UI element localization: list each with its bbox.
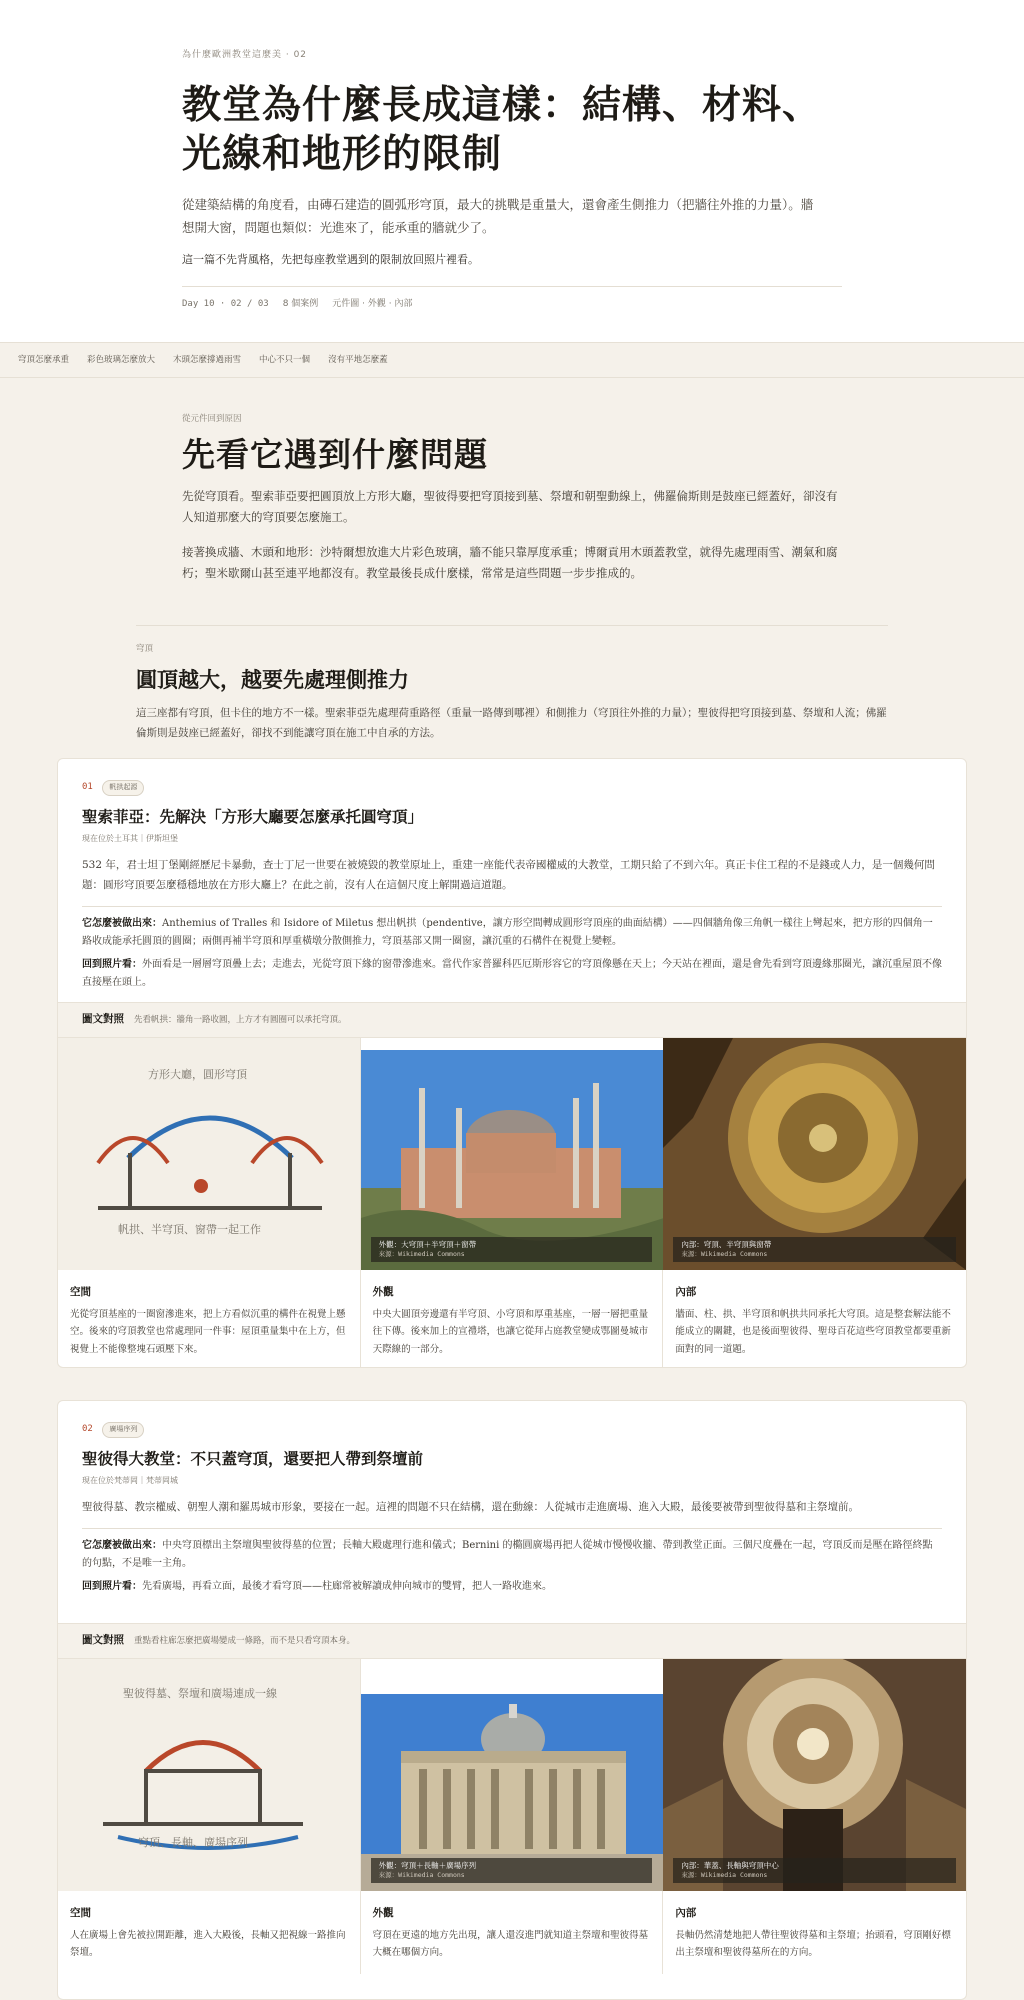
- match-bar: [58, 1002, 966, 1038]
- text-heading: 外觀: [372, 1907, 394, 1919]
- exterior-photo: [361, 1038, 664, 1270]
- photo-caption-text: 內部：穹頂、半穹頂與窗帶: [681, 1240, 772, 1250]
- card-location: 現在位於梵蒂岡｜梵蒂岡城: [82, 1476, 178, 1486]
- photo-caption-text: 外觀：穹頂＋長軸＋廣場序列: [378, 1861, 477, 1871]
- card-location: 現在位於土耳其｜伊斯坦堡: [82, 834, 178, 844]
- photo-caption: [371, 1858, 653, 1883]
- diagram-top-label: 聖彼得墓、祭壇和廣場連成一線: [123, 1687, 277, 1700]
- card-how-made: [82, 915, 942, 952]
- interior-photo: [663, 1659, 966, 1891]
- section-nav: [0, 342, 1024, 378]
- dome-arc-icon: [128, 1118, 292, 1158]
- photo-caption-text: 外觀：大穹頂＋半穹頂＋窗帶: [378, 1240, 477, 1250]
- hagia-sophia-interior-image: [663, 1038, 966, 1270]
- photo-caption: [371, 1237, 653, 1262]
- st-peters-interior-image: [663, 1659, 966, 1891]
- dome-section-header: [136, 642, 888, 743]
- photo-caption: [673, 1858, 956, 1883]
- diagram-top-label: 方形大廳，圓形穹頂: [148, 1068, 247, 1081]
- text-heading: 內部: [675, 1907, 697, 1919]
- card-title: 聖彼得大教堂：不只蓋穹頂，還要把人帶到祭壇前: [82, 1448, 424, 1468]
- text-space: [58, 1270, 361, 1368]
- axis-diagram: [58, 1659, 361, 1891]
- diagram-bottom-label: 帆拱、半穹頂、窗帶一起工作: [118, 1223, 261, 1236]
- panel-texts: [58, 1270, 966, 1368]
- image-panels: [58, 1038, 966, 1270]
- text-heading: 內部: [675, 1286, 697, 1298]
- page-title: 教堂為什麼長成這樣：結構、材料、光線和地形的限制: [182, 82, 823, 178]
- card-number: 02: [82, 1424, 93, 1434]
- center-point-icon: [194, 1179, 208, 1193]
- meta-day: Day 10 · 02 / 03: [182, 298, 269, 309]
- text-space: [58, 1891, 361, 1974]
- photo-source: 來源：Wikimedia Commons: [378, 1250, 465, 1259]
- back-text: 外面看是一層層穹頂疊上去；走進去，光從穹頂下緣的窗帶滲進來。當代作家普羅科匹厄斯形容它的穹頂像懸在天上；今天站在裡面，還是會先看到穹頂邊緣那圈光，讓沉重屋頂不像直接壓在頭上。: [82, 958, 942, 989]
- card-body: 聖彼得墓、教宗權威、朝聖人潮和羅馬城市形象，要接在一起。這裡的問題不只在結構，還在動線：人從城市走進廣場、進入大殿，最後要被帶到聖彼得墓和主祭壇前。: [82, 1500, 859, 1513]
- hero-content: [182, 48, 842, 312]
- match-note: 重點看柱廊怎麼把廣場變成一條路，而不是只看穹頂本身。: [134, 1635, 356, 1646]
- text-body: 光從穹頂基座的一圈窗滲進來，把上方看似沉重的構件在視覺上懸空。後來的穹頂教堂也常處理同一件事：屋頂重量集中在上方，但視覺上不能像整塊石頭壓下來。: [70, 1308, 346, 1355]
- back-text: 先看廣場，再看立面，最後才看穹頂——柱廊常被解讀成伸向城市的雙臂，把人一路收進來。: [142, 1580, 552, 1592]
- card-header: [58, 1401, 966, 1623]
- card-separator: [82, 906, 942, 907]
- section-divider: [136, 625, 888, 626]
- hagia-sophia-exterior-image: [361, 1038, 664, 1270]
- match-title: 圖文對照: [82, 1013, 124, 1026]
- pendentive-diagram: [58, 1038, 361, 1270]
- main-content: [0, 378, 1024, 1977]
- how-text: 中央穹頂標出主祭壇與聖彼得墓的位置；長軸大殿處理行進和儀式；Bernini 的橢圓廣場再把人從城市慢慢收攏、帶到教堂正面。三個尺度疊在一起，穹頂反而是壓在路徑終點的句點，不是唯一主角。: [82, 1539, 933, 1570]
- card-tag: 廣場序列: [102, 1422, 144, 1438]
- card-look-back: [82, 1578, 942, 1597]
- match-bar: [58, 1623, 966, 1659]
- hero: [0, 0, 1024, 342]
- hero-meta: [182, 286, 842, 312]
- dome-title: 圓頂越大，越要先處理側推力: [136, 667, 409, 693]
- how-label: 它怎麼被做出來：: [82, 917, 162, 929]
- photo-caption: [673, 1237, 956, 1262]
- dome-eyebrow: 穹頂: [136, 644, 154, 654]
- text-body: 牆面、柱、拱、半穹頂和帆拱共同承托大穹頂。這是整套解法能不能成立的關鍵，也是後面聖彼得、聖母百花這些穹頂教堂都要重新面對的同一道題。: [675, 1308, 951, 1355]
- nav-link-wood[interactable]: 木頭怎麼撐過雨雪: [173, 354, 242, 365]
- intro-paragraph-1: 先從穹頂看。聖索菲亞要把圓頂放上方形大廳，聖彼得要把穹頂接到墓、祭壇和朝聖動線上，佛羅倫斯則是鼓座已經蓋好，卻沒有人知道那麼大的穹頂要怎麼施工。: [182, 489, 838, 525]
- photo-source: 來源：Wikimedia Commons: [378, 1871, 465, 1880]
- match-title: 圖文對照: [82, 1634, 124, 1647]
- card-separator: [82, 1528, 942, 1529]
- text-body: 穹頂在更遠的地方先出現，讓人還沒進門就知道主祭壇和聖彼得墓大概在哪個方向。: [372, 1929, 649, 1959]
- card-tag: 帆拱起源: [102, 780, 144, 796]
- st-peters-exterior-image: [361, 1659, 664, 1891]
- card-number: 01: [82, 782, 93, 792]
- photo-source: 來源：Wikimedia Commons: [681, 1871, 768, 1880]
- match-note: 先看帆拱：牆角一路收圓，上方才有圓圈可以承托穹頂。: [134, 1014, 347, 1025]
- exterior-photo: [361, 1659, 664, 1891]
- series-eyebrow: 為什麼歐洲教堂這麼美 · 02: [182, 50, 308, 60]
- text-body: 長軸仍然清楚地把人帶往聖彼得墓和主祭壇；抬頭看，穹頂剛好標出主祭壇和聖彼得墓所在的方向。: [675, 1929, 951, 1959]
- meta-cases: 8 個案例: [282, 298, 319, 309]
- diagram-bottom-label: 穹頂、長軸、廣場序列: [138, 1836, 248, 1849]
- card-title: 聖索菲亞：先解決「方形大廳要怎麼承托圓穹頂」: [82, 806, 424, 826]
- how-text: Anthemius of Tralles 和 Isidore of Miletus 想出帆拱（pendentive，讓方形空間轉成圓形穹頂座的曲面結構）——四個牆角像三角帆一樣往上彎起來，把方形的四個角一路收成能承托圓頂的圓圈；兩側再補半穹頂和厚重橫墩分散側推力，穹頂基部又開一圈窗，讓沉重的石構件在視覺上變輕。: [82, 917, 933, 948]
- text-exterior: [361, 1270, 664, 1368]
- text-interior: [663, 1270, 966, 1368]
- panel-texts: [58, 1891, 966, 1974]
- case-card-st-peters: [57, 1400, 967, 2000]
- hero-note: 這一篇不先背風格，先把每座教堂遇到的限制放回照片裡看。: [182, 253, 479, 267]
- dome-arc-icon: [146, 1743, 260, 1772]
- photo-source: 來源：Wikimedia Commons: [681, 1250, 768, 1259]
- photo-caption-text: 內部：華蓋、長軸與穹頂中心: [681, 1861, 779, 1871]
- intro-eyebrow: 從元件回到原因: [182, 414, 242, 424]
- axis-diagram-svg: [58, 1659, 361, 1891]
- intro-paragraph-2: 接著換成牆、木頭和地形：沙特爾想放進大片彩色玻璃，牆不能只靠厚度承重；博爾貢用木頭蓋教堂，就得先處理雨雪、潮氣和腐朽；聖米歇爾山甚至連平地都沒有。教堂最後長成什麼樣，常常是這些問題一步步推成的。: [182, 545, 838, 581]
- pendentive-diagram-svg: [58, 1038, 361, 1270]
- nav-link-terrain[interactable]: 沒有平地怎麼蓋: [328, 354, 388, 365]
- text-exterior: [361, 1891, 664, 1974]
- back-label: 回到照片看：: [82, 1580, 142, 1592]
- text-body: 人在廣場上會先被拉開距離，進入大殿後，長軸又把視線一路推向祭壇。: [70, 1929, 346, 1959]
- hero-lead: 從建築結構的角度看，由磚石建造的圓弧形穹頂，最大的挑戰是重量大，還會產生側推力（把牆往外推的力量）。牆想開大窗，問題也類似：光進來了，能承重的牆就少了。: [182, 196, 814, 235]
- text-interior: [663, 1891, 966, 1974]
- case-card-hagia-sophia: [57, 758, 967, 1368]
- intro-title: 先看它遇到什麼問題: [182, 435, 488, 474]
- interior-photo: [663, 1038, 966, 1270]
- nav-link-center[interactable]: 中心不只一個: [259, 354, 311, 365]
- nav-link-glass[interactable]: 彩色玻璃怎麼放大: [87, 354, 156, 365]
- text-heading: 外觀: [372, 1286, 394, 1298]
- image-panels: [58, 1659, 966, 1891]
- text-heading: 空間: [70, 1907, 91, 1919]
- card-look-back: [82, 956, 942, 993]
- how-label: 它怎麼被做出來：: [82, 1539, 162, 1551]
- text-body: 中央大圓頂旁邊還有半穹頂、小穹頂和厚重基座，一層一層把重量往下傳。後來加上的宣禮塔，也讓它從拜占庭教堂變成鄂圖曼城市天際線的一部分。: [372, 1308, 649, 1355]
- nav-link-dome[interactable]: 穹頂怎麼承重: [18, 354, 70, 365]
- text-heading: 空間: [70, 1286, 91, 1298]
- dome-lead: 這三座都有穹頂，但卡住的地方不一樣。聖索菲亞先處理荷重路徑（重量一路傳到哪裡）和側推力（穹頂往外推的力量）；聖彼得把穹頂接到墓、祭壇和人流；佛羅倫斯則是鼓座已經蓋好，卻找不到能讓穹頂在施工中自承的方法。: [136, 707, 887, 739]
- card-body: 532 年，君士坦丁堡剛經歷尼卡暴動，查士丁尼一世要在被燒毀的教堂原址上，重建一座能代表帝國權威的大教堂，工期只給了不到六年。真正卡住工程的不是錢或人力，是一個幾何問題：圓形穹頂要怎麼穩穩地放在方形大廳上？在此之前，沒有人在這個尺度上解開過這道題。: [82, 858, 935, 891]
- back-label: 回到照片看：: [82, 958, 142, 970]
- card-how-made: [82, 1537, 942, 1574]
- card-header: [58, 759, 966, 1002]
- meta-views: 元件圖 · 外觀 · 內部: [332, 298, 413, 309]
